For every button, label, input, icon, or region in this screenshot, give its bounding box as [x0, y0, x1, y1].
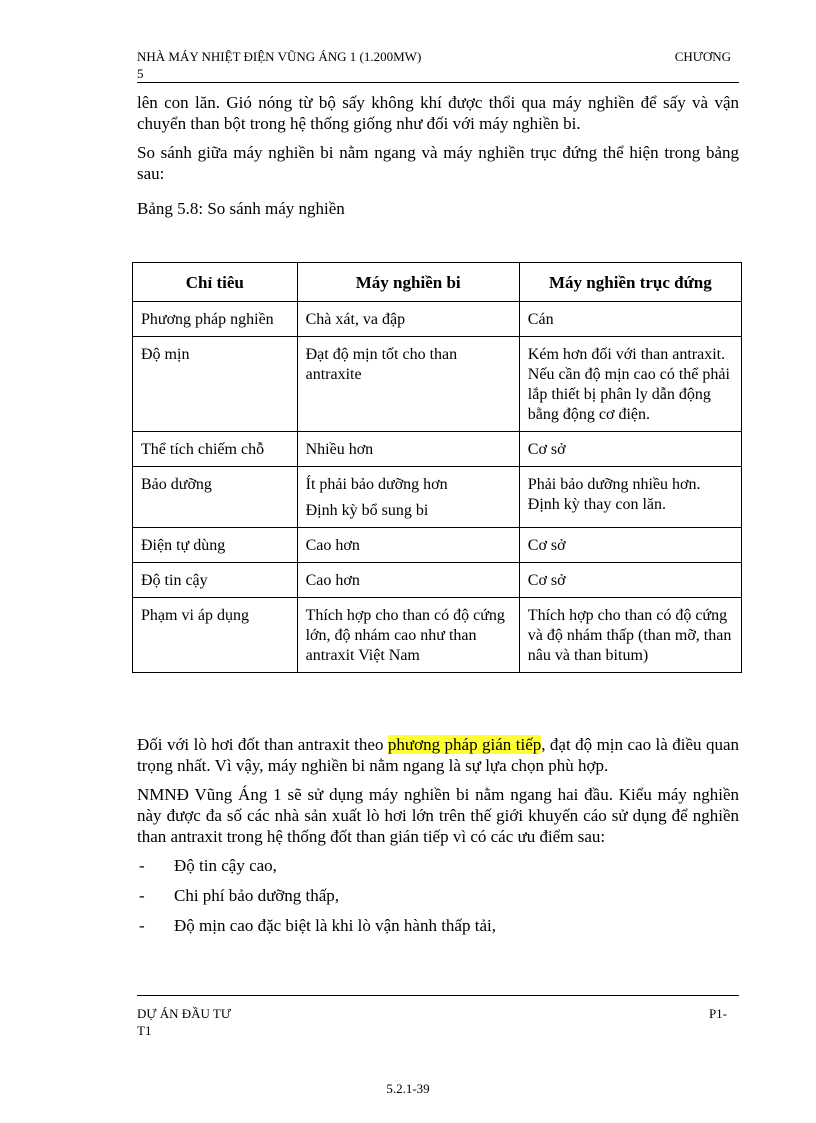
table-row [133, 302, 742, 337]
highlighted-phrase: phương pháp gián tiếp [387, 735, 542, 754]
cell-criterion: Phương pháp nghiền [133, 302, 298, 337]
paragraph-intro-1: lên con lăn. Gió nóng từ bộ sấy không khí được thổi qua máy nghiền để sấy và vận chuyển than bột trong hệ thống giống như đối với máy nghiền bi. [137, 93, 739, 133]
cell-ball-mill: Nhiều hơn [297, 432, 519, 467]
table-row [133, 432, 742, 467]
table-row [133, 598, 742, 673]
table-row [133, 563, 742, 598]
table-row [133, 528, 742, 563]
bullet-dash: - [139, 856, 145, 875]
table-row [133, 467, 742, 528]
cell-criterion: Độ mịn [133, 337, 298, 432]
cell-ball-mill: Cao hơn [297, 528, 519, 563]
cell-vertical-mill: Cán [519, 302, 741, 337]
cell-criterion: Phạm vi áp dụng [133, 598, 298, 673]
cell-ball-mill [297, 467, 519, 528]
advantages-list [137, 855, 739, 936]
column-header-criterion: Chỉ tiêu [133, 263, 298, 302]
cell-vertical-mill: Kém hơn đối với than antraxit. Nếu cần độ mịn cao có thể phải lắp thiết bị phân ly dẫn động bằng động cơ điện. [519, 337, 741, 432]
cell-ball-mill: Chà xát, va đập [297, 302, 519, 337]
list-item-text: Độ tin cậy cao, [174, 856, 277, 875]
list-item [137, 915, 739, 936]
column-header-ball-mill: Máy nghiền bi [297, 263, 519, 302]
table-caption: Bảng 5.8: So sánh máy nghiền [137, 199, 345, 218]
cell-criterion: Thể tích chiếm chỗ [133, 432, 298, 467]
bullet-dash: - [139, 916, 145, 935]
footer-volume-label: T1 [137, 1023, 152, 1038]
cell-ball-mill-line-1: Ít phải bảo dưỡng hơn [305, 476, 448, 493]
cell-vertical-mill: Cơ sở [519, 528, 741, 563]
footer-part-label: P1- [708, 1006, 727, 1021]
cell-ball-mill: Đạt độ mịn tốt cho than antraxite [297, 337, 519, 432]
page-header [137, 48, 739, 83]
table-header-row [133, 263, 742, 302]
paragraph-intro-2: So sánh giữa máy nghiền bi nằm ngang và máy nghiền trục đứng thể hiện trong bảng sau: [137, 143, 739, 183]
list-item-text: Chi phí bảo dưỡng thấp, [174, 886, 340, 905]
paragraph-conclusion-1-end: , đạt độ mịn cao là điều quan trọng nhất. Vì vậy, máy nghiền bi nằm ngang là sự lựa chọn phù hợp. [137, 735, 739, 775]
cell-vertical-mill: Cơ sở [519, 432, 741, 467]
cell-criterion: Độ tin cậy [133, 563, 298, 598]
cell-vertical-mill: Phải bảo dưỡng nhiều hơn. Định kỳ thay con lăn. [519, 467, 741, 528]
paragraph-conclusion-2: NMNĐ Vũng Áng 1 sẽ sử dụng máy nghiền bi nằm ngang hai đầu. Kiểu máy nghiền này được đa số các nhà sản xuất lò hơi lớn trên thế giới khuyến cáo sử dụng để nghiền than antraxit trong hệ thống đốt than gián tiếp vì có các ưu điểm sau: [137, 785, 739, 846]
table-row [133, 337, 742, 432]
intro-text [137, 92, 739, 219]
cell-ball-mill: Cao hơn [297, 563, 519, 598]
cell-ball-mill: Thích hợp cho than có độ cứng lớn, độ nhám cao như than antraxit Việt Nam [297, 598, 519, 673]
comparison-table [132, 262, 742, 673]
conclusion-text [137, 734, 739, 945]
paragraph-conclusion-1 [137, 734, 739, 776]
paragraph-conclusion-1-start: Đối với lò hơi đốt than antraxit theo [137, 735, 388, 754]
cell-vertical-mill: Cơ sở [519, 563, 741, 598]
list-item [137, 855, 739, 876]
footer-project-label: DỰ ÁN ĐẦU TƯ [137, 1006, 231, 1021]
cell-criterion: Điện tự dùng [133, 528, 298, 563]
bullet-dash: - [139, 886, 145, 905]
header-title: NHÀ MÁY NHIỆT ĐIỆN VŨNG ÁNG 1 (1.200MW) [137, 49, 422, 64]
cell-criterion: Bảo dưỡng [133, 467, 298, 528]
header-chapter-number: 5 [137, 66, 144, 81]
list-item [137, 885, 739, 906]
header-chapter-label: CHƯƠNG [674, 49, 731, 64]
list-item-text: Độ mịn cao đặc biệt là khi lò vận hành thấp tải, [174, 916, 496, 935]
cell-vertical-mill: Thích hợp cho than có độ cứng và độ nhám thấp (than mỡ, than nâu và than bitum) [519, 598, 741, 673]
cell-ball-mill-line-2: Định kỳ bổ sung bi [305, 502, 429, 519]
page-number: 5.2.1-39 [386, 1081, 430, 1096]
page-footer [137, 995, 739, 1038]
column-header-vertical-mill: Máy nghiền trục đứng [519, 263, 741, 302]
